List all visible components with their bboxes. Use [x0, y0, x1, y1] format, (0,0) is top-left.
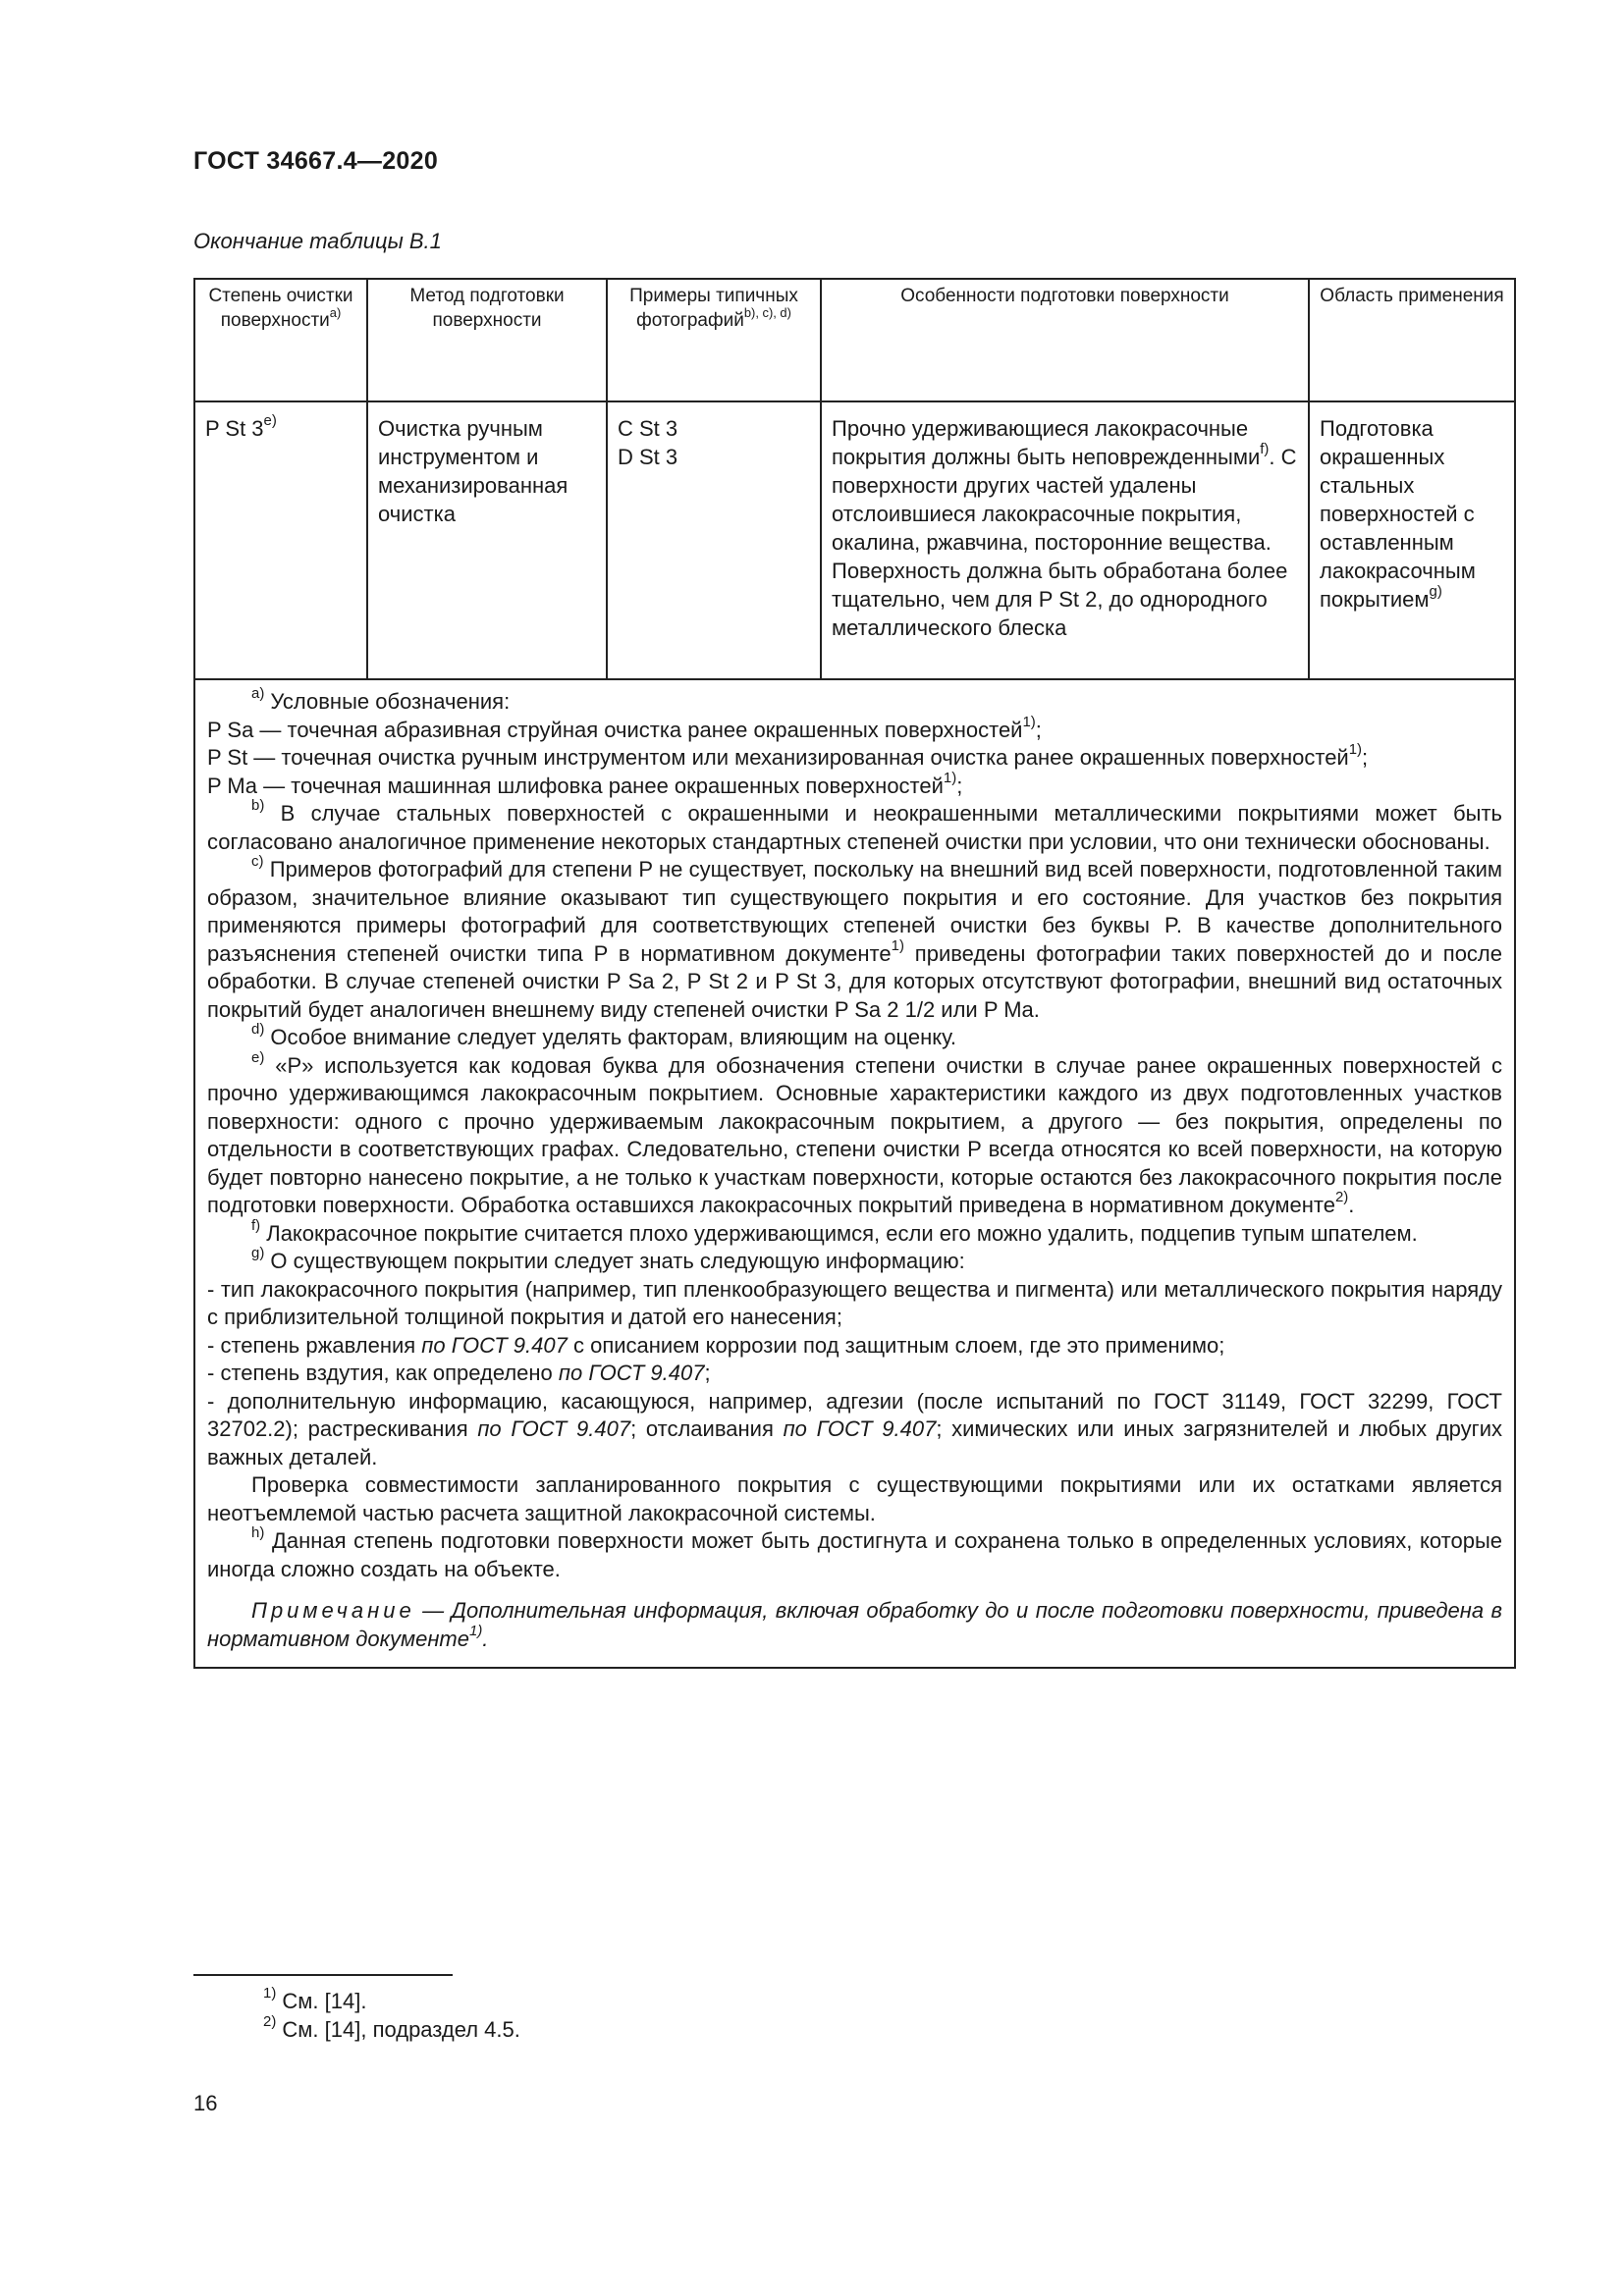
- photo-ref: C St 3: [618, 416, 678, 441]
- note-b: $^{b)}$ В случае стальных поверхностей с окрашенными и неокрашенными металлическими покрытиями может быть согласовано аналогичное применение некоторых стандартных степеней очистки при условии, что они технически обоснованы.: [207, 797, 1502, 854]
- header-cell-application: Область применения: [1309, 279, 1515, 401]
- note-compatibility: Проверка совместимости запланированного покрытия с существующими покрытиями или их остатками является неотъемлемой частью расчета защитной лакокрасочной системы.: [207, 1472, 1502, 1525]
- note-a-ma: P Ma — точечная машинная шлифовка ранее окрашенных поверхностей$^{1)}$;: [207, 769, 963, 798]
- note-f: $^{f)}$ Лакокрасочное покрытие считается плохо удерживающимся, если его можно удалить, подцепив тупым шпателем.: [251, 1216, 1418, 1246]
- cell-features: Прочно удерживающиеся лакокрасочные покрытия должны быть неповрежденными$^{f)}$. С поверхности других частей удалены отслоившиеся лакокрасочные покрытия, окалина, ржавчина, посторонние вещества. Поверхность должна быть обработана более тщательно, чем для P St 2, до однородного металлического блеска: [821, 401, 1309, 679]
- table-remark: Примечание — Дополнительная информация, включая обработку до и после подготовки поверхности, приведена в нормативном документе$^{1)}$.: [207, 1598, 1502, 1651]
- note-d: $^{d)}$ Особое внимание следует уделять факторам, влияющим на оценку.: [251, 1021, 957, 1049]
- note-g-item: - степень ржавления по ГОСТ 9.407 с описанием коррозии под защитным слоем, где это применимо;: [207, 1332, 1225, 1358]
- note-g: $^{g)}$ О существующем покрытии следует знать следующую информацию:: [251, 1245, 965, 1273]
- header-cell-features: Особенности подготовки поверхности: [821, 279, 1309, 401]
- table-notes-row: [194, 679, 1515, 1668]
- table-row: [194, 401, 1515, 679]
- cell-photos: [607, 401, 821, 679]
- grades-table: [193, 278, 1516, 1669]
- table-notes: [194, 679, 1515, 1668]
- cell-method: Очистка ручным инструментом и механизированная очистка: [367, 401, 607, 679]
- cell-grade: P St 3$^{e)}$: [194, 401, 367, 679]
- note-a-sa: P Sa — точечная абразивная струйная очистка ранее окрашенных поверхностей$^{1)}$;: [207, 713, 1042, 742]
- table-header-row: [194, 279, 1515, 401]
- footnote-item: $^{1)}$ См. [14].: [263, 1985, 367, 2013]
- note-g-item: - тип лакокрасочного покрытия (например, тип пленкообразующего вещества и пигмента) или металлического покрытия наряду с приблизительной толщиной покрытия и датой его нанесения;: [207, 1276, 1502, 1329]
- page-number: 16: [193, 2091, 218, 2115]
- note-a-st: P St — точечная очистка ручным инструментом или механизированная очистка ранее окрашенных поверхностей$^{1)}$;: [207, 741, 1369, 770]
- cell-application: Подготовка окрашенных стальных поверхностей с оставленным лакокрасочным покрытием$^{g)}$: [1309, 401, 1515, 679]
- photo-ref: D St 3: [618, 445, 678, 469]
- note-a: $^{a)}$ Условные обозначения:: [251, 685, 511, 714]
- header-cell-photos: Примеры типичных фотографий$^{b), c), d)}$: [607, 279, 821, 401]
- footnote-divider: [193, 1974, 453, 1976]
- footnotes: [263, 1987, 520, 2044]
- note-g-item: - степень вздутия, как определено по ГОСТ 9.407;: [207, 1361, 711, 1385]
- table-container: [193, 278, 1514, 1669]
- header-cell-method: Метод подготовки поверхности: [367, 279, 607, 401]
- note-e: $^{e)}$ «P» используется как кодовая буква для обозначения степени очистки в случае ранее окрашенных поверхностей с прочно удерживающимся лакокрасочным покрытием. Основные характеристики каждого из двух подготовленных участков поверхности: одного с прочно удерживаемым лакокрасочным покрытием, а другого — без покрытия, определены по отдельности в соответствующих графах. Следовательно, степени очистки P всегда относятся ко всей поверхности, на которую будет повторно нанесено покрытие, а не только к участкам поверхности, которые остаются без лакокрасочного покрытия после подготовки поверхности. Обработка оставшихся лакокрасочных покрытий приведена в нормативном документе$^{2)}$.: [207, 1048, 1502, 1217]
- footnote-item: $^{2)}$ См. [14], подраздел 4.5.: [263, 2013, 520, 2042]
- header-cell-grade: Степень очистки поверхности$^{a)}$: [194, 279, 367, 401]
- note-h: $^{h)}$ Данная степень подготовки поверхности может быть достигнута и сохранена только в определенных условиях, которые иногда сложно создать на объекте.: [207, 1524, 1502, 1581]
- note-g-item: - дополнительную информацию, касающуюся, например, адгезии (после испытаний по ГОСТ 31149, ГОСТ 32299, ГОСТ 32702.2); растрескивания по ГОСТ 9.407; отслаивания по ГОСТ 9.407; химических или иных загрязнителей и любых других важных деталей.: [207, 1388, 1502, 1469]
- note-c: $^{c)}$ Примеров фотографий для степени P не существует, поскольку на внешний вид всей поверхности, подготовленной таким образом, значительное влияние оказывают тип существующего покрытия и его состояние. Для участков без покрытия применяются примеры фотографий для соответствующих степеней очистки без буквы P. В качестве дополнительного разъяснения степеней очистки типа P в нормативном документе$^{1)}$ приведены фотографии таких поверхностей до и после обработки. В случае степеней очистки P Sa 2, P St 2 и P St 3, для которых отсутствуют фотографии, внешний вид остаточных покрытий будет аналогичен внешнему виду степеней очистки P Sa 2 1/2 или P Ma.: [207, 853, 1502, 1022]
- document-header: ГОСТ 34667.4—2020: [193, 147, 439, 175]
- table-caption: Окончание таблицы В.1: [193, 229, 442, 253]
